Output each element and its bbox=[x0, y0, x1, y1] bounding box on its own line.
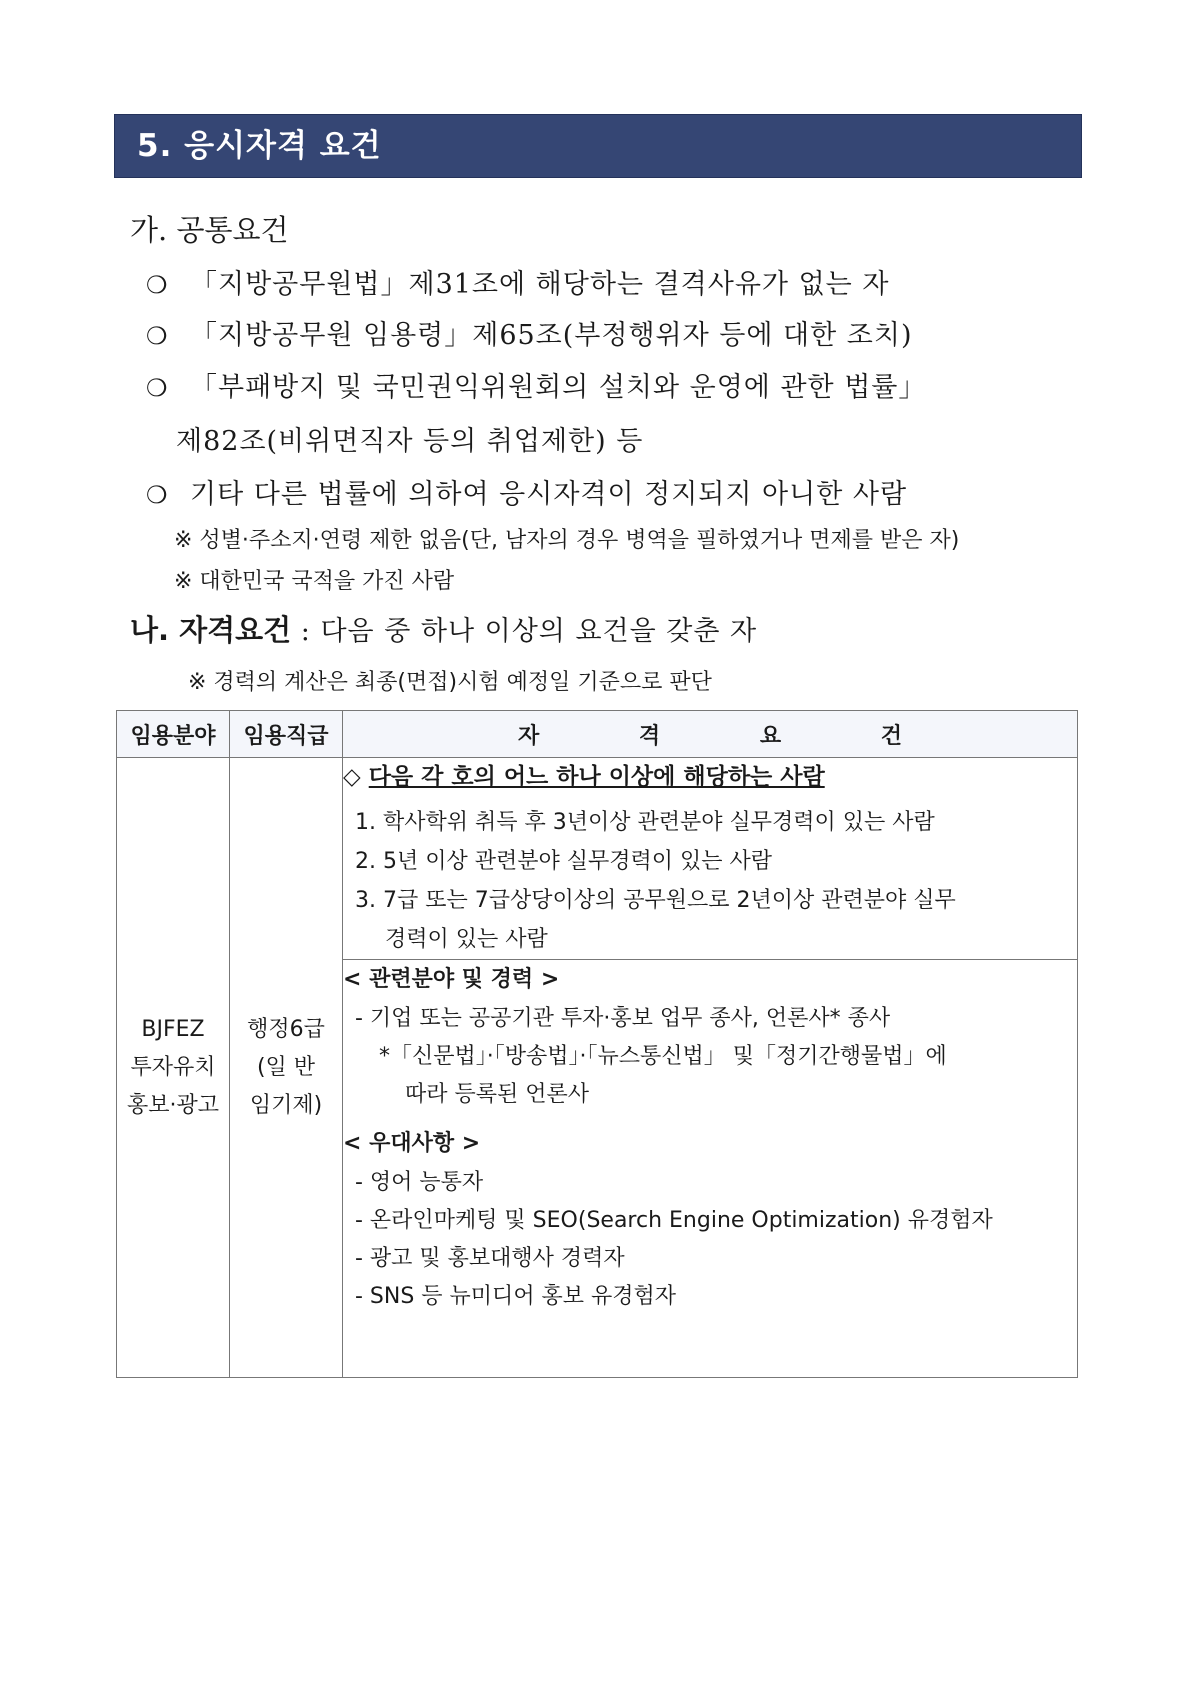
common-requirement-2: ❍ 「지방공무원 임용령」제65조(부정행위자 등에 대한 조치) bbox=[146, 320, 913, 351]
list-item: 3. 7급 또는 7급상당이상의 공무원으로 2년이상 관련분야 실무 bbox=[355, 888, 956, 913]
related-field-title: < 관련분야 및 경력 > bbox=[343, 967, 560, 992]
section-title: 5. 응시자격 요건 bbox=[137, 128, 382, 164]
grade-cell: 행정6급 (일 반 임기제) bbox=[230, 758, 343, 1378]
table-row bbox=[117, 758, 1078, 960]
related-and-preference-cell bbox=[343, 960, 1078, 1378]
common-requirement-3: ❍ 「부패방지 및 국민권익위원회의 설치와 운영에 관한 법률」 bbox=[146, 372, 927, 403]
list-item: - 온라인마케팅 및 SEO(Search Engine Optimization) 유경험자 bbox=[355, 1208, 993, 1233]
circle-bullet-icon: ❍ bbox=[146, 271, 169, 299]
list-item-continuation: 경력이 있는 사람 bbox=[385, 927, 548, 952]
related-note: *「신문법」·「방송법」·「뉴스통신법」 및「정기간행물법」에 bbox=[379, 1044, 947, 1069]
criteria-heading: ◇ 다음 각 호의 어느 하나 이상에 해당하는 사람 bbox=[343, 764, 825, 790]
diamond-icon: ◇ bbox=[343, 764, 361, 790]
common-requirement-4: ❍ 기타 다른 법률에 의하여 응시자격이 정지되지 아니한 사람 bbox=[146, 479, 908, 510]
field-cell: BJFEZ 투자유치 홍보·광고 bbox=[117, 758, 230, 1378]
list-item: - SNS 등 뉴미디어 홍보 유경험자 bbox=[355, 1284, 677, 1309]
header-grade: 임용직급 bbox=[230, 711, 343, 758]
circle-bullet-icon: ❍ bbox=[146, 322, 169, 350]
heading-common-requirements: 가. 공통요건 bbox=[130, 213, 289, 247]
table-header-row bbox=[117, 711, 1078, 758]
circle-bullet-icon: ❍ bbox=[146, 481, 169, 509]
preference-list bbox=[355, 1164, 1077, 1316]
note-no-restrictions: ※ 성별·주소지·연령 제한 없음(단, 남자의 경우 병역을 필하였거나 면제를 받은 자) bbox=[174, 528, 960, 553]
qualification-heading-label: 나. 자격요건 bbox=[130, 613, 292, 647]
related-note-continuation: 따라 등록된 언론사 bbox=[405, 1082, 590, 1107]
list-item: - 광고 및 홍보대행사 경력자 bbox=[355, 1246, 625, 1271]
qualification-table bbox=[116, 710, 1078, 1378]
list-item: - 영어 능통자 bbox=[355, 1170, 484, 1195]
qualification-heading-description: 다음 중 하나 이상의 요건을 갖춘 자 bbox=[320, 616, 758, 647]
common-requirement-3-continuation: 제82조(비위면직자 등의 취업제한) 등 bbox=[176, 426, 644, 457]
header-requirements: 자 격 요 건 bbox=[343, 711, 1078, 758]
criteria-cell bbox=[343, 758, 1078, 960]
note-career-calculation: ※ 경력의 계산은 최종(면접)시험 예정일 기준으로 판단 bbox=[188, 670, 712, 695]
section-header-bar bbox=[114, 114, 1082, 178]
criteria-list bbox=[355, 803, 1077, 959]
note-nationality: ※ 대한민국 국적을 가진 사람 bbox=[174, 569, 455, 594]
circle-bullet-icon: ❍ bbox=[146, 374, 169, 402]
preference-title: < 우대사항 > bbox=[343, 1131, 481, 1156]
list-item: 2. 5년 이상 관련분야 실무경력이 있는 사람 bbox=[355, 849, 772, 874]
common-requirement-1: ❍ 「지방공무원법」제31조에 해당하는 결격사유가 없는 자 bbox=[146, 269, 890, 300]
list-item: 1. 학사학위 취득 후 3년이상 관련분야 실무경력이 있는 사람 bbox=[355, 810, 935, 835]
list-item: - 기업 또는 공공기관 투자·홍보 업무 종사, 언론사* 종사 bbox=[355, 1006, 891, 1031]
header-field: 임용분야 bbox=[117, 711, 230, 758]
heading-qualification-requirements: 나. 자격요건 : 다음 중 하나 이상의 요건을 갖춘 자 bbox=[130, 613, 758, 647]
